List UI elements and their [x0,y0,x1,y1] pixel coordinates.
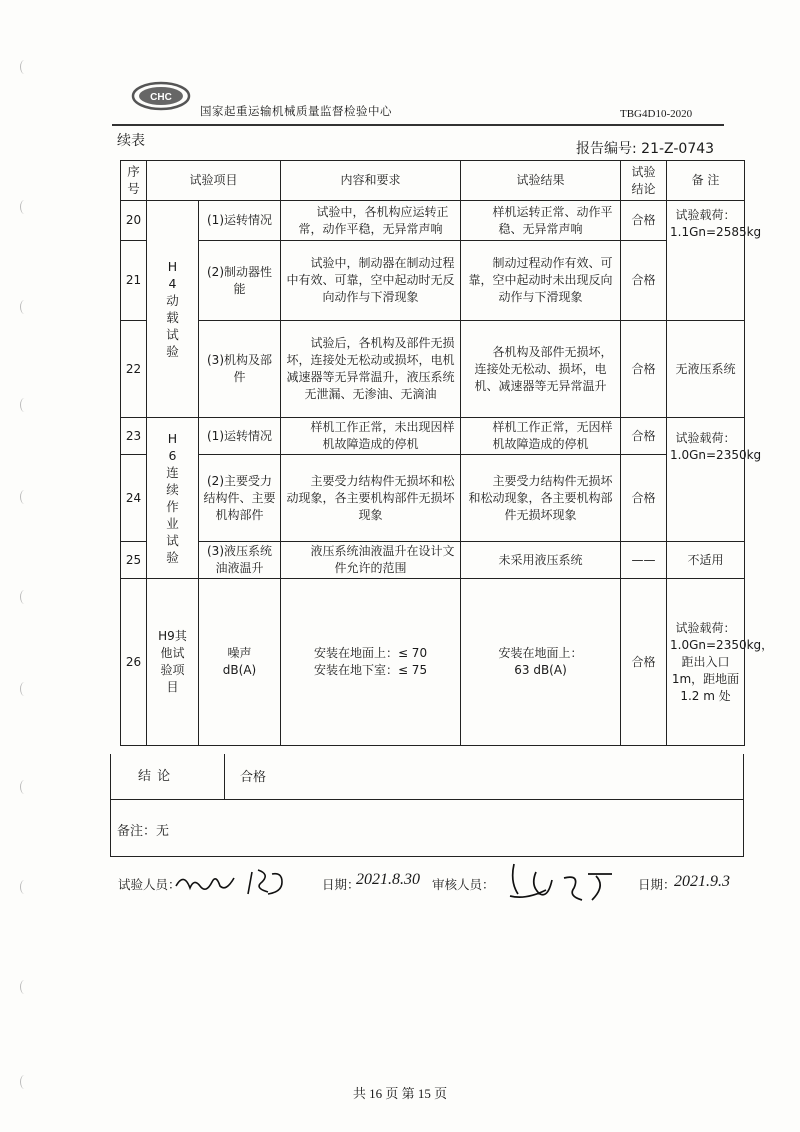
table-row [121,418,745,455]
binder-hole [20,590,29,604]
reviewer-date: 2021.9.3 [674,873,730,890]
date-label-1: 日期： [322,877,360,892]
remark-h6: 试验载荷：1.0Gn=2350kg [667,418,745,542]
row-result: 各机构及部件无损坏，连接处无松动、损坏，电机、减速器等无异常温升 [461,321,621,418]
page-footer: 共 16 页 第 15 页 [352,1086,448,1101]
test-table [120,160,774,746]
row-content: 主要受力结构件无损坏和松动现象，各主要机构部件无损坏现象 [281,455,461,542]
svg-text:CHC: CHC [150,92,172,103]
table-header-row [121,161,745,201]
binder-hole [20,200,29,214]
row-conclusion: 合格 [621,579,667,746]
binder-hole [20,490,29,504]
row-conclusion: —— [621,542,667,579]
date-label-2: 日期： [638,877,676,892]
row-remark: 无液压系统 [667,321,745,418]
row-result: 未采用液压系统 [461,542,621,579]
binder-hole [20,682,29,696]
table-row [121,201,745,241]
reviewer-label: 审核人员： [432,877,495,892]
group-h6: H6连续作业试验 [147,418,199,579]
org-logo [131,80,191,112]
row-no: 26 [121,579,147,746]
binder-hole [20,60,29,74]
org-name: 国家起重运输机械质量监督检验中心 [200,104,392,118]
row-content: 试验中，各机构应运转正常，动作平稳，无异常声响 [281,201,461,241]
notes-text: 备注：无 [117,824,170,839]
content-ground: 安装在地面上：≤ 70 [313,646,428,660]
row-sub: (3)机构及部件 [199,321,281,418]
doc-code: TBG4D10-2020 [620,108,693,120]
result-label: 安装在地面上： [498,646,583,660]
row-result: 样机工作正常，无因样机故障造成的停机 [461,418,621,455]
header-conclusion: 试验结论 [621,161,667,201]
header-seq: 序号 [121,161,147,201]
report-number: 报告编号: 21-Z-0743 [576,141,715,157]
header-divider [112,124,724,126]
row-conclusion: 合格 [621,321,667,418]
notes-row [110,799,744,857]
row-content: 样机工作正常，未出现因样机故障造成的停机 [281,418,461,455]
row-sub: (1)运转情况 [199,418,281,455]
row-content: 液压系统油液温升在设计文件允许的范围 [281,542,461,579]
continued-label: 续表 [117,133,145,149]
group-h4: H4动载试验 [147,201,199,418]
binder-hole [20,398,29,412]
conclusion-label: 结 论 [138,769,172,784]
conclusion-value: 合格 [240,770,267,785]
conclusion-row [110,754,744,800]
table-row [121,542,745,579]
row-no: 23 [121,418,147,455]
row-content: 试验后，各机构及部件无损坏，连接处无松动或损坏，电机减速器等无异常温升，液压系统无泄漏、无渗油、无滴油 [281,321,461,418]
content-basement: 安装在地下室：≤ 75 [313,663,428,677]
row-content [281,579,461,746]
table-row [121,455,745,542]
row-no: 21 [121,241,147,321]
group-h9: H9其他试验项目 [147,579,199,746]
row-sub: (2)制动器性能 [199,241,281,321]
row-conclusion: 合格 [621,418,667,455]
row-sub: (2)主要受力结构件、主要机构部件 [199,455,281,542]
header-result: 试验结果 [461,161,621,201]
row-content: 试验中，制动器在制动过程中有效、可靠，空中起动时无反向动作与下滑现象 [281,241,461,321]
row-result: 制动过程动作有效、可靠，空中起动时未出现反向动作与下滑现象 [461,241,621,321]
table-row [121,579,745,746]
row-result: 样机运转正常、动作平稳、无异常声响 [461,201,621,241]
row-conclusion: 合格 [621,201,667,241]
row-no: 25 [121,542,147,579]
binder-hole [20,780,29,794]
table-row [121,321,745,418]
result-value: 63 dB(A) [514,663,567,677]
row-no: 20 [121,201,147,241]
header-item: 试验项目 [147,161,281,201]
tester-date: 2021.8.30 [356,871,420,888]
binder-hole [20,300,29,314]
tester-signature [172,864,322,900]
row-sub: (3)液压系统油液温升 [199,542,281,579]
row-remark: 试验载荷：1.0Gn=2350kg，距出入口1m，距地面1.2 m 处 [667,579,745,746]
tester-label: 试验人员： [118,877,181,892]
row-sub: 噪声 dB(A) [199,579,281,746]
header-content: 内容和要求 [281,161,461,201]
header-remark: 备 注 [667,161,745,201]
row-conclusion: 合格 [621,455,667,542]
remark-h4: 试验载荷：1.1Gn=2585kg [667,201,745,321]
row-result [461,579,621,746]
row-sub: (1)运转情况 [199,201,281,241]
table-row [121,241,745,321]
row-remark: 不适用 [667,542,745,579]
binder-hole [20,980,29,994]
row-no: 24 [121,455,147,542]
row-result: 主要受力结构件无损坏和松动现象，各主要机构部件无损坏现象 [461,455,621,542]
row-conclusion: 合格 [621,241,667,321]
conclusion-divider [224,754,225,800]
row-no: 22 [121,321,147,418]
binder-hole [20,880,29,894]
reviewer-signature [492,860,632,910]
